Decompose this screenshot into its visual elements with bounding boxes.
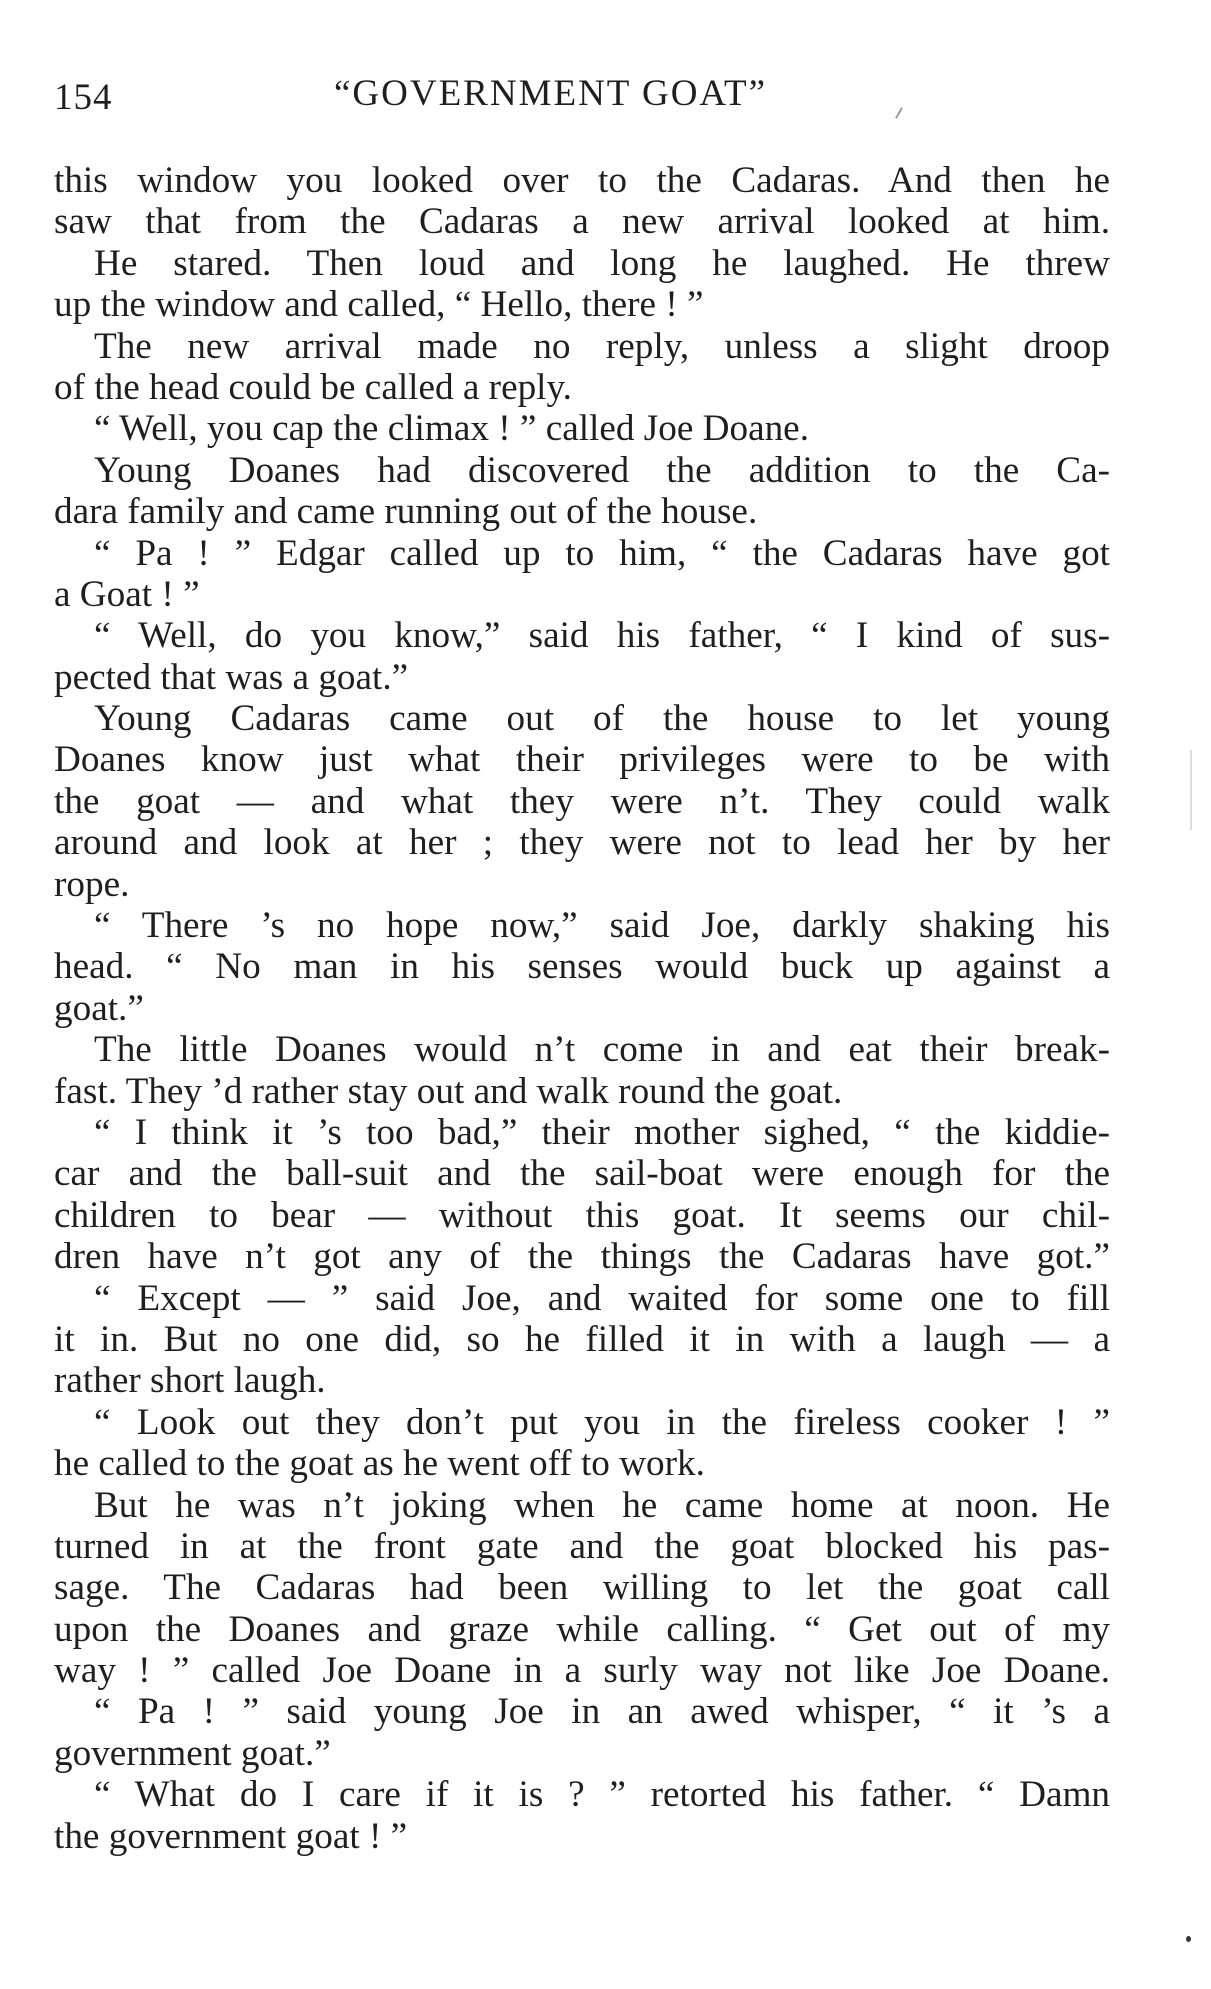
ink-dot [1186, 1936, 1191, 1942]
text-line: Young Doanes had discovered the addition to the Ca- [94, 449, 1110, 491]
text-line: Doanes know just what their privileges were to be with [54, 739, 1110, 781]
text-line: around and look at her ; they were not to lead her by her [54, 822, 1110, 864]
text-line: But he was n’t joking when he came home at noon. He [94, 1484, 1110, 1526]
text-line: sage. The Cadaras had been willing to let the goat call [54, 1567, 1110, 1609]
text-line: dara family and came running out of the house. [54, 491, 758, 533]
text-line: car and the ball-suit and the sail-boat were enough for the [54, 1153, 1110, 1195]
text-line: children to bear — without this goat. It seems our chil- [54, 1194, 1110, 1236]
page-number: 154 [54, 77, 113, 118]
body-text [54, 160, 1110, 1857]
text-line: head. “ No man in his senses would buck up against a [54, 946, 1110, 988]
text-line: “ Pa ! ” said young Joe in an awed whisper, “ it ’s a [94, 1691, 1110, 1733]
gutter-mark [1190, 750, 1192, 830]
text-line: the goat — and what they were n’t. They could walk [54, 780, 1110, 822]
text-line: He stared. Then loud and long he laughed. He threw [94, 242, 1110, 284]
running-title: “GOVERNMENT GOAT” [334, 73, 768, 114]
text-line: dren have n’t got any of the things the Cadaras have got.” [54, 1236, 1110, 1278]
text-line: up the window and called, “ Hello, there ! ” [54, 284, 704, 326]
text-line: the government goat ! ” [54, 1815, 408, 1857]
text-line: rope. [54, 863, 130, 905]
text-line: of the head could be called a reply. [54, 366, 572, 408]
text-line: this window you looked over to the Cadaras. And then he [54, 160, 1110, 201]
text-line: “ What do I care if it is ? ” retorted his father. “ Damn [94, 1774, 1110, 1816]
text-line: “ There ’s no hope now,” said Joe, darkly shaking his [94, 905, 1110, 947]
text-line: goat.” [54, 987, 144, 1029]
text-line: he called to the goat as he went off to work. [54, 1443, 705, 1485]
text-line: upon the Doanes and graze while calling. “ Get out of my [54, 1608, 1110, 1650]
text-line: government goat.” [54, 1732, 331, 1774]
text-line: it in. But no one did, so he filled it in with a laugh — a [54, 1318, 1110, 1360]
text-line: “ I think it ’s too bad,” their mother sighed, “ the kiddie- [94, 1111, 1110, 1153]
text-line: way ! ” called Joe Doane in a surly way not like Joe Doane. [54, 1650, 1110, 1692]
text-line: Young Cadaras came out of the house to let young [94, 698, 1110, 740]
text-line: “ Look out they don’t put you in the fireless cooker ! ” [94, 1401, 1110, 1443]
text-line: “ Pa ! ” Edgar called up to him, “ the Cadaras have got [94, 532, 1110, 574]
text-line: “ Well, do you know,” said his father, “ I kind of sus- [94, 615, 1110, 657]
running-head [54, 68, 1110, 128]
text-line: fast. They ’d rather stay out and walk round the goat. [54, 1070, 843, 1112]
text-line: turned in at the front gate and the goat blocked his pas- [54, 1525, 1110, 1567]
text-line: pected that was a goat.” [54, 656, 409, 698]
text-line: saw that from the Cadaras a new arrival looked at him. [54, 201, 1110, 243]
text-line: a Goat ! ” [54, 573, 200, 615]
text-line: The little Doanes would n’t come in and eat their break- [94, 1029, 1110, 1071]
text-line: rather short laugh. [54, 1360, 326, 1402]
text-line: The new arrival made no reply, unless a slight droop [94, 325, 1110, 367]
text-line: “ Well, you cap the climax ! ” called Joe Doane. [94, 408, 809, 450]
text-line: “ Except — ” said Joe, and waited for some one to fill [94, 1277, 1110, 1319]
